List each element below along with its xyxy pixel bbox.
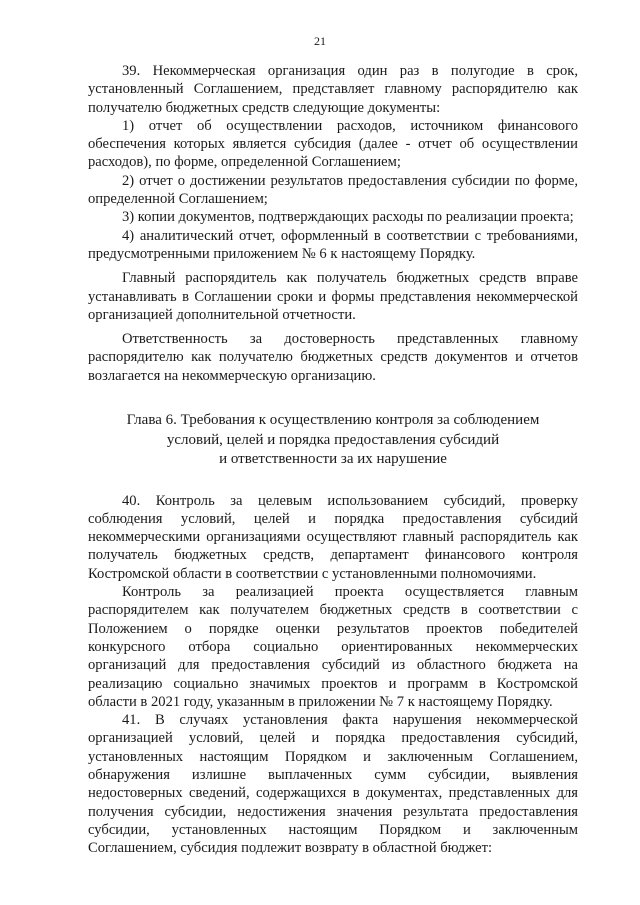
section-41-paragraph-1: 41. В случаях установления факта нарушения некоммерческой организацией условий, целей и порядка предоставления субсидий, установленных настоящим Порядком и заключенным Соглашением, обнаружения излишне выплаченных сумм субсидии, выявления недостоверных сведений, содержащихся в документах, представленных для получения субсидии, недостижения значения результата предоставления субсидии, установленных настоящим Порядком и заключенным Соглашением, субсидия подлежит возврату в областной бюджет: xyxy=(88,712,578,857)
chapter-heading xyxy=(88,411,578,470)
chapter-heading-line-3: и ответственности за их нарушение xyxy=(219,451,447,468)
section-40-paragraph-2: Контроль за реализацией проекта осуществляется главным распорядителем как получателем бюджетных средств в соответствии с Положением о порядке оценки результатов проектов победителей конкурсного отбора социально ориентированных некоммерческих организаций для предоставления субсидий из областного бюджета на реализацию социально значимых проектов и программ в Костромской области в 2021 году, указанным в приложении № 7 к настоящему Порядку. xyxy=(88,584,578,710)
section-39-responsibility-paragraph: Ответственность за достоверность представленных главному распорядителю как получателю бюджетных средств документов и отчетов возлагается на некоммерческую организацию. xyxy=(88,331,578,384)
section-39-item-1: 1) отчет об осуществлении расходов, источником финансового обеспечения которых является субсидия (далее - отчет об осуществлении расходов), по форме, определенной Соглашением; xyxy=(88,117,578,171)
chapter-heading-line-1: Глава 6. Требования к осуществлению контроля за соблюдением xyxy=(126,412,540,429)
chapter-heading-line-2: условий, целей и порядка предоставления субсидий xyxy=(166,431,500,448)
section-39-intro: 39. Некоммерческая организация один раз в полугодие в срок, установленный Соглашением, представляет главному распорядителю как получателю бюджетных средств следующие документы: xyxy=(88,63,578,116)
section-40-paragraph-1: 40. Контроль за целевым использованием субсидий, проверку соблюдения условий, целей и порядка предоставления субсидий некоммерческими организациями осуществляют главный распорядитель как получатель бюджетных средств, департамент финансового контроля Костромской области в соответствии с установленными полномочиями. xyxy=(88,492,578,582)
section-39-item-4: 4) аналитический отчет, оформленный в соответствии с требованиями, предусмотренными приложением № 6 к настоящему Порядку. xyxy=(88,227,578,262)
document-body xyxy=(88,62,578,857)
section-39-right-paragraph: Главный распорядитель как получатель бюджетных средств вправе устанавливать в Соглашении сроки и формы представления некоммерческой организацией дополнительной отчетности. xyxy=(88,270,578,323)
page-number: 21 xyxy=(314,34,326,48)
section-39-item-2: 2) отчет о достижении результатов предоставления субсидии по форме, определенной Соглашением; xyxy=(88,172,578,208)
section-39-item-3: 3) копии документов, подтверждающих расходы по реализации проекта; xyxy=(122,209,574,226)
